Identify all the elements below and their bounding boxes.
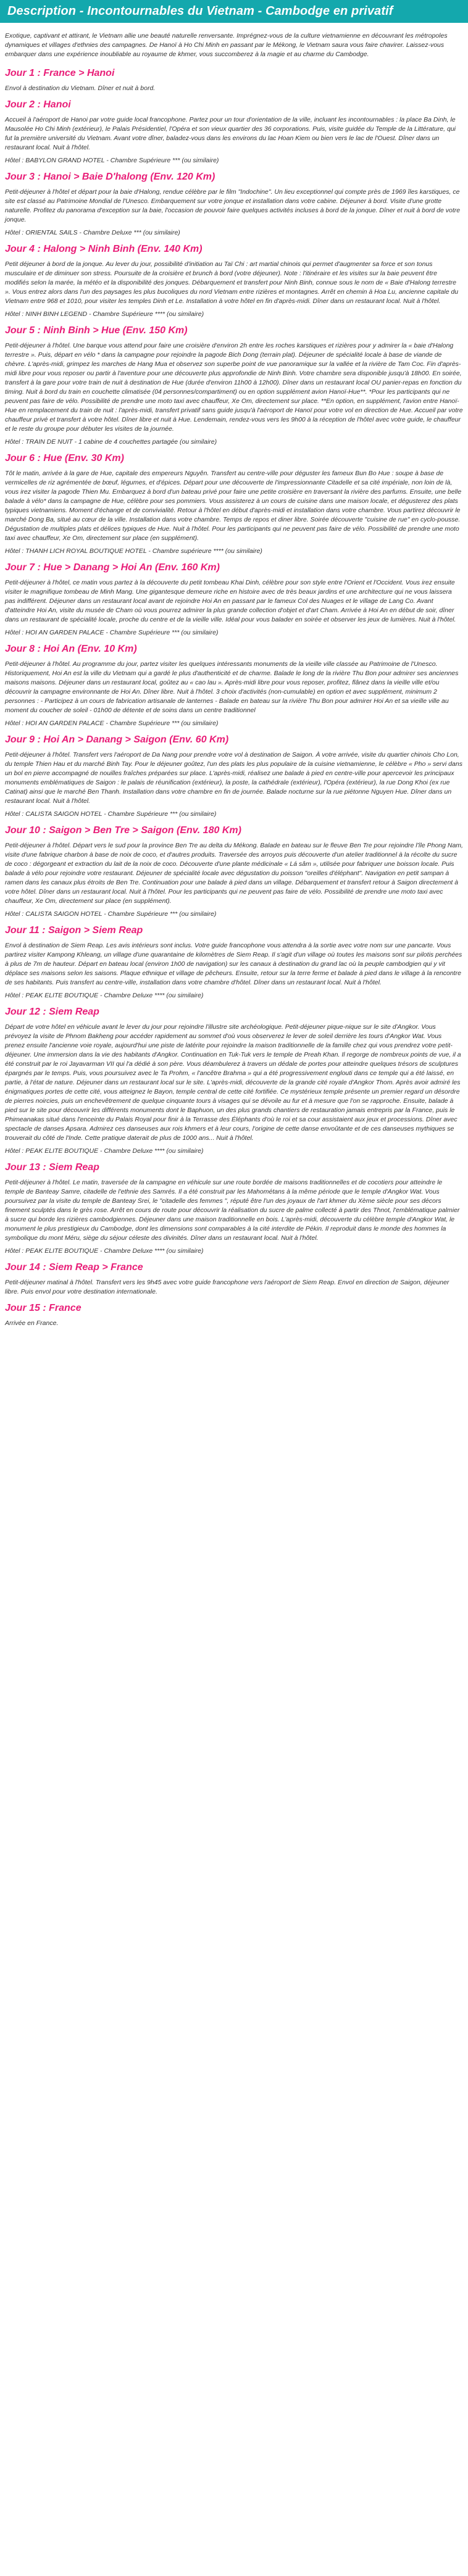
day-title: Jour 15 : France (5, 1303, 81, 1313)
day-hotel: Hôtel : PEAK ELITE BOUTIQUE - Chambre Deluxe **** (ou similaire) (5, 1247, 204, 1255)
day-title: Jour 10 : Saigon > Ben Tre > Saigon (Env. 180 Km) (5, 825, 241, 836)
day-hotel: Hôtel : HOI AN GARDEN PALACE - Chambre Supérieure *** (ou similaire) (5, 720, 219, 727)
day-description: Petit-déjeuner à l'hôtel et départ pour la baie d'Halong, rendue célèbre par le film "Indochine". Un lieu exceptionnel qui compte près de 1969 îles karstiques, ce site est classé au Patrimoine Mondial de l'Unesco. Embarquement sur votre jonque et installation dans votre cabine. Déjeuner à bord. Visite d'une grotte naturelle. Profitez du panorama d'exception sur la baie, l'occasion de pouvoir faire quelques activités incluses à bord de la jonque. Dîner et nuit à bord de votre jonque. (5, 188, 461, 223)
day-hotel: Hôtel : CALISTA SAIGON HOTEL - Chambre Supérieure *** (ou similaire) (5, 910, 217, 918)
day-title: Jour 9 : Hoi An > Danang > Saigon (Env. 60 Km) (5, 734, 229, 745)
day-section (5, 1162, 463, 1256)
day-title: Jour 3 : Hanoi > Baie D'halong (Env. 120 Km) (5, 172, 215, 182)
day-section (5, 325, 463, 447)
day-description: Petit-déjeuner à l'hôtel, ce matin vous partez à la découverte du petit tombeau Khai Dinh, célèbre pour son style entre l'Orient et l'Occident. Vous irez ensuite visiter le magnifique tombeau de Minh Mang. Une gigantesque demeure riche en histoire avec de très beaux jardins et une architecture qui ne vous laissera pas indifférent. Déjeuner dans un restaurant local avant de rejoindre Hoi An en passant par le fameux Col des Nuages et le village de Lang Co. Avant d'atteindre Hoi An, visite du musée de Cham où vous pourrez admirer la plus grande collection d'objet et d'art Cham. Arrivée à Hoi An en début de soir, dîner dans un restaurant de spécialité locale, proche du centre et de la vieille ville. Idéal pour vous balader en soirée et observer les jeux de lumières. Nuit à l'hôtel. (5, 579, 456, 623)
day-hotel: Hôtel : CALISTA SAIGON HOTEL - Chambre Supérieure *** (ou similaire) (5, 810, 217, 818)
day-title: Jour 8 : Hoi An (Env. 10 Km) (5, 644, 137, 654)
day-title: Jour 14 : Siem Reap > France (5, 1262, 143, 1273)
day-hotel: Hôtel : TRAIN DE NUIT - 1 cabine de 4 couchettes partagée (ou similaire) (5, 438, 217, 446)
day-title: Jour 1 : France > Hanoi (5, 68, 115, 78)
day-hotel: Hôtel : NINH BINH LEGEND - Chambre Supérieure **** (ou similaire) (5, 310, 204, 318)
day-description: Petit déjeuner à bord de la jonque. Au lever du jour, possibilité d'initiation au Taï Chi : art martial chinois qui permet d'augmenter sa force et son tonus musculaire et de diminuer son stress. Poursuite de la croisière et brunch à bord (votre déjeuner). Note : l'itinéraire et les visites sur la baie peuvent être modifiés selon la marée, la météo et la disponibilité des jonques. Débarquement et transfert pour Ninh Binh, connue sous le nom de « Baie d'Halong terrestre ». Vous entrez alors dans l'un des paysages les plus bucoliques du nord Vietnam entre rizières et montagnes. Arrêt en chemin à Hoa Lu, ancienne capitale du Vietnam entre 968 et 1010, pour visiter les temples Dinh et Le. Installation à votre hôtel en fin d'après-midi. Dîner dans un restaurant local. Nuit à l'hôtel. (5, 260, 459, 305)
day-section (5, 99, 463, 165)
day-section (5, 453, 463, 556)
day-title: Jour 5 : Ninh Binh > Hue (Env. 150 Km) (5, 325, 188, 336)
itinerary-days (5, 68, 463, 1328)
day-description: Petit-déjeuner à l'hôtel. Transfert vers l'aéroport de Da Nang pour prendre votre vol à destination de Saigon. À votre arrivée, visite du quartier chinois Cho Lon, du temple Thien Hau et du marché Binh Tay. Pour le déjeuner goûtez, l'un des plats les plus populaire de la cuisine vietnamienne, le célèbre « Pho » servi dans un bol en pierre accompagné de nouilles fraîches préparées sur place. L'après-midi, réalisez une balade à pied en centre-ville pour apercevoir les principaux monuments emblématiques de Saigon : le palais de réunification (extérieur), la poste, la cathédrale (extérieur), l'Opéra (extérieur), la rue Dong Khoi (ex rue Catinat) ainsi que le marché Ben Thanh. Installation dans votre chambre en fin de journée. Balade nocturne sur la rue piétonne Nguyen Hue. Dîner dans un restaurant local. Nuit à l'hôtel. (5, 751, 462, 805)
day-description: Arrivée en France. (5, 1319, 59, 1327)
day-section (5, 734, 463, 819)
day-section (5, 68, 463, 93)
day-title: Jour 7 : Hue > Danang > Hoi An (Env. 160 Km) (5, 562, 220, 573)
day-description: Départ de votre hôtel en véhicule avant le lever du jour pour rejoindre l'illustre site archéologique. Petit-déjeuner pique-nique sur le site d'Angkor. Vous prévoyez la visite de Phnom Bakheng pour accéder rapidement au sommet d'où vous observerez le lever de soleil derrière les tours d'Angkor Wat. Vous prenez ensuite l'ancienne voie royale, aujourd'hui une piste de latérite pour rejoindre la maison traditionnelle de la famille chez qui vous prendrez votre petit-déjeuner. Une immersion dans la vie des habitants d'Angkor. Continuation en Tuk-Tuk vers le temple de Preah Khan. Il regorge de nombreux points de vue, il a été construit par le roi Jayavarman VII qui l'a dédié à son père. Vous déambulerez à travers un dédale de portes pour atteindre quelques trésors de sculptures épargnés par le temps. Puis, vous poursuivez avec le Ta Prohm, « l'ancêtre Brahma » qui a été progressivement englouti dans ce temple qui a été laissé, en partie, à l'état de nature. Déjeuner dans un restaurant local sur le site. L'après-midi, découverte de la grande cité royale d'Angkor Thom. Après avoir admiré les énigmatiques portes de cette cité, vous atteignez le Bayon, temple central de cette cité fortifiée. Ce mystérieux temple présente un premier regard un désordre de pierres noircies, puis un enchevêtrement de quelque cinquante tours à visages qui se dévoile au fur et à mesure que l'on se rapproche. Ensuite, balade à pied sur le site pour découvrir les différents monuments dont le Baphuon, un des plus grands chantiers de restauration jamais entrepris par la France, puis le Phimeanakas situé dans l'enceinte du Palais Royal pour finir à la Terrasse des Éléphants d'où le roi et sa cour assistaient aux jeux et processions. Dîner avec spectacle de danses Apsara. Admirez ces danseuses aux rois khmers et à leur cours, l'origine de cette danse envoûtante et de ces danseuses mythiques se trouverait du côté de l'Inde. Cette pratique daterait de plus de 1000 ans... Nuit à l'hôtel. (5, 1023, 461, 1142)
day-title: Jour 6 : Hue (Env. 30 Km) (5, 453, 124, 463)
day-section (5, 925, 463, 1000)
day-hotel: Hôtel : THANH LICH ROYAL BOUTIQUE HOTEL - Chambre supérieure **** (ou similaire) (5, 547, 262, 555)
day-section (5, 644, 463, 728)
day-description: Tôt le matin, arrivée à la gare de Hue, capitale des empereurs Nguyên. Transfert au centre-ville pour déguster les fameux Bun Bo Hue : soupe à base de vermicelles de riz agrémentée de bœuf, légumes, et d'épices. Départ pour une découverte de l'impressionnante Citadelle et sa cité impériale, non loin de là, vous irez visiter la pagode Thien Mu. Embarquez à bord d'un bateau privé pour faire une petite croisière en traversant la rivière des parfums. Ensuite, une belle balade à vélo* dans la campagne de Hue, célèbre pour ses pommiers. Vous assisterez à un cours de cuisine dans une maison locale, et dégusterez des plats typiques vietnamiens. Moment d'échange et de convivialité. Retour à l'hôtel en début d'après-midi et installation dans votre chambre. Vous partirez découvrir le marché Dong Ba, situé au cœur de la ville. Installation dans votre chambre. Temps de repos et diner libre. Soirée découverte "cuisine de rue" en cyclo-pousse. Dégustation de multiples plats et délices typiques de Hue. Nuit à l'hôtel. Pour les participants qui ne peuvent pas faire de vélo. Possibilité de prendre une moto taxi avec chauffeur, Xe Om, directement sur place (en supplément). (5, 470, 462, 542)
day-title: Jour 13 : Siem Reap (5, 1162, 99, 1173)
day-hotel: Hôtel : PEAK ELITE BOUTIQUE - Chambre Deluxe **** (ou similaire) (5, 1147, 204, 1155)
description-content (0, 23, 468, 1328)
day-section (5, 1303, 463, 1328)
day-description: Envol à destination de Siem Reap. Les avis intérieurs sont inclus. Votre guide francophone vous attendra à la sortie avec votre nom sur une pancarte. Vous partirez visiter Kampong Khleang, un village d'une quarantaine de kilomètres de Siem Reap. Il s'agit d'un village où toutes les maisons sont sur pilotis perchées à plus de 7m de hauteur. Départ en bateau local (environ 1h00 de navigation) sur les canaux à destination du grand lac où la peuple cambodgien qui y vit déplace ses maisons selon les saisons. Plaque ethnique et village de pêcheurs. Ensuite, retour sur la terre ferme et balade à pied dans le village à la rencontre de ses habitants. Puis transfert au centre-ville, installation dans votre chambre d'hôtel. Dîner dans un restaurant local. Nuit à l'hôtel. (5, 942, 462, 986)
day-title: Jour 12 : Siem Reap (5, 1007, 99, 1017)
day-section (5, 562, 463, 638)
intro-paragraph: Exotique, captivant et attirant, le Vietnam allie une beauté naturelle renversante. Imprégnez-vous de la culture vietnamienne en découvrant les métropoles dynamiques et villages d'ethnies des campagnes. De Hanoï à Ho Chi Minh en passant par le Mékong, le Vietnam saura vous faire chavirer. Laissez-vous embarquer dans une expérience inoubliable au royaume de khmer, vous succomberez à la magie et au charme du Cambodge. (5, 32, 448, 58)
day-description: Accueil à l'aéroport de Hanoi par votre guide local francophone. Partez pour un tour d'orientation de la ville, incluant les incontournables : la place Ba Dinh, le Mausolée Ho Chi Minh (extérieur), le Palais Présidentiel, l'Opéra et son vieux quartier des 36 corporations. Puis, visite guidée du Temple de la Littérature, qui fut la première université du Vietnam. Avant votre dîner, baladez-vous dans les environs du lac Hoan Kiem ou bien vers le lac de l'Ouest. Dîner dans un restaurant local. Nuit à l'hôtel. (5, 116, 456, 151)
day-description: Petit-déjeuner à l'hôtel. Le matin, traversée de la campagne en véhicule sur une route bordée de maisons traditionnelles et de cocotiers pour atteindre le temple de Banteay Samre, citadelle de l'ethnie des Samrés. Il a été construit par les Mahométans à la même période que le temple d'Angkor Wat. Vous poursuivez par la visite du temple de Banteay Srei, le "citadelle des femmes ", réputé être l'un des joyaux de l'art khmer du Xème siècle pour ses décors finement sculptés dans le grès rose. Arrêt en cours de route pour découvrir la réalisation du sucre de palme collecté à partir des Thnot, l'emblématique palmier à sucre qui borde les rizières cambodgiennes. Déjeuner dans une maison traditionnelle en bois. L'après-midi, découverte du célèbre temple d'Angkor Wat, le monument le plus prestigieux du Cambodge, dont les dimensions sont comparables à la cité interdite de Pékin. Il reproduit dans le monde des hommes la symbolique du mont Méru, siège du séjour céleste des divinités. Dîner dans un restaurant local. Nuit à l'hôtel. (5, 1179, 460, 1242)
day-section (5, 825, 463, 919)
day-hotel: Hôtel : PEAK ELITE BOUTIQUE - Chambre Deluxe **** (ou similaire) (5, 992, 204, 999)
day-section (5, 172, 463, 238)
day-title: Jour 11 : Saigon > Siem Reap (5, 925, 143, 936)
day-hotel: Hôtel : ORIENTAL SAILS - Chambre Deluxe *** (ou similaire) (5, 229, 180, 236)
day-hotel: Hôtel : HOI AN GARDEN PALACE - Chambre Supérieure *** (ou similaire) (5, 629, 219, 636)
day-section (5, 244, 463, 319)
page-title: Description - Incontournables du Vietnam - Cambodge en privatif (0, 0, 468, 23)
day-description: Petit-déjeuner à l'hôtel. Au programme du jour, partez visiter les quelques intéressants monuments de la vieille ville classée au Patrimoine de l'Unesco. Historiquement, Hoi An est la ville du Vietnam qui a gardé le plus d'authenticité et de charme. Balade le long de la rivière Thu Bon pour admirer ses anciennes maisons maisons. Déjeuner dans un restaurant local, goûtez au « cao lau ». Après-midi libre pour vous reposer, profitez, flânez dans la vieille ville et/ou découvrir la campagne environnante de Hoi An. Dîner libre. Nuit à l'hôtel. 3 choix d'activités (non-cumulable) en option et avec supplément, minimum 2 personnes : - Participez à un cours de fabrication artisanale de lanternes - Balade en bateau sur la rivière Thu Bon pour admirer Hoi An et sa vieille ville au moment du coucher de soleil - 01h00 de détente et de soins dans un centre traditionnel (5, 660, 459, 714)
day-description: Petit-déjeuner à l'hôtel. Une barque vous attend pour faire une croisière d'environ 2h entre les roches karstiques et rizières pour y admirer la « baie d'Halong terrestre ». Puis, départ en vélo * dans la campagne pour rejoindre la pagode Bich Dong (terrain plat). Déjeuner de spécialité locale à base de viande de chèvre. L'après-midi, grimpez les marches de Hang Mua et observez son superbe point de vue panoramique sur la vallée et la rivière de Tam Coc. Fin d'après-midi libre pour vous reposer ou partir à l'aventure pour une découverte plus approfondie de Ninh Binh. Votre chambre sera disponible jusqu'à 18h00. En soirée, transfert à la gare pour votre train de nuit à destination de Hue (durée d'environ 11h00 à 12h00). Dîner dans un restaurant local OU panier-repas en fonction du timing. Nuit à bord du train en couchette climatisée (04 personnes/compartiment) ou en option supplément avion Hanoï-Hue**. *Pour les participants qui ne peuvent pas faire de vélo. Possibilité de prendre une moto taxi avec chauffeur, Xe Om, directement sur place. **En option, en supplément, l'avion entre Hanoï-Hue en remplacement du train de nuit : l'après-midi, transfert privatif sans guide jusqu'à l'aéroport de Hanoï pour votre vol en direction de Hue. Accueil par votre chauffeur privé et transfert à votre hôtel. Dîner libre et nuit à Hue. Lendemain, rendez-vous vers les 9h00 à la réception de l'hôtel avec votre guide, le chauffeur et le reste du groupe pour débuter les visites de la journée. (5, 342, 463, 433)
day-description: Petit-déjeuner à l'hôtel. Départ vers le sud pour la province Ben Tre au delta du Mékong. Balade en bateau sur le fleuve Ben Tre pour rejoindre l'île Phong Nam, visite d'une fabrique charbon à base de noix de coco, et d'autres produits. Traversée des arroyos puis découverte d'un atelier traditionnel à la récolte du sucre de coco : dégorgeant et extraction du lait de la noix de coco. Découverte d'une plante médicinale « Lá sâm », utilisée pour fabriquer une boisson locale. Puis balade à vélo pour rejoindre votre restaurant. Déjeuner de spécialité locale avec dégustation du poisson "oreilles d'éléphant". Navigation en petit sampan à ramen dans les canaux plus étroits de Ben Tre. Continuation pour une balade à pied dans un village. Débarquement et transfert retour à Saigon directement à votre hôtel. Dîner dans un restaurant local. Nuit à l'hôtel. Pour les participants qui ne peuvent pas faire de vélo. Possibilité de prendre une moto taxi avec chauffeur, Xe Om, directement sur place (en supplément). (5, 842, 463, 905)
day-title: Jour 4 : Halong > Ninh Binh (Env. 140 Km) (5, 244, 203, 254)
day-section (5, 1262, 463, 1297)
day-hotel: Hôtel : BABYLON GRAND HOTEL - Chambre Supérieure *** (ou similaire) (5, 157, 219, 164)
day-description: Petit-déjeuner matinal à l'hôtel. Transfert vers les 9h45 avec votre guide francophone vers l'aéroport de Siem Reap. Envol en direction de Saigon, déjeuner libre. Puis envol pour votre destination internationale. (5, 1279, 449, 1295)
day-description: Envol à destination du Vietnam. Dîner et nuit à bord. (5, 85, 156, 92)
day-title: Jour 2 : Hanoi (5, 99, 71, 110)
day-section (5, 1007, 463, 1156)
